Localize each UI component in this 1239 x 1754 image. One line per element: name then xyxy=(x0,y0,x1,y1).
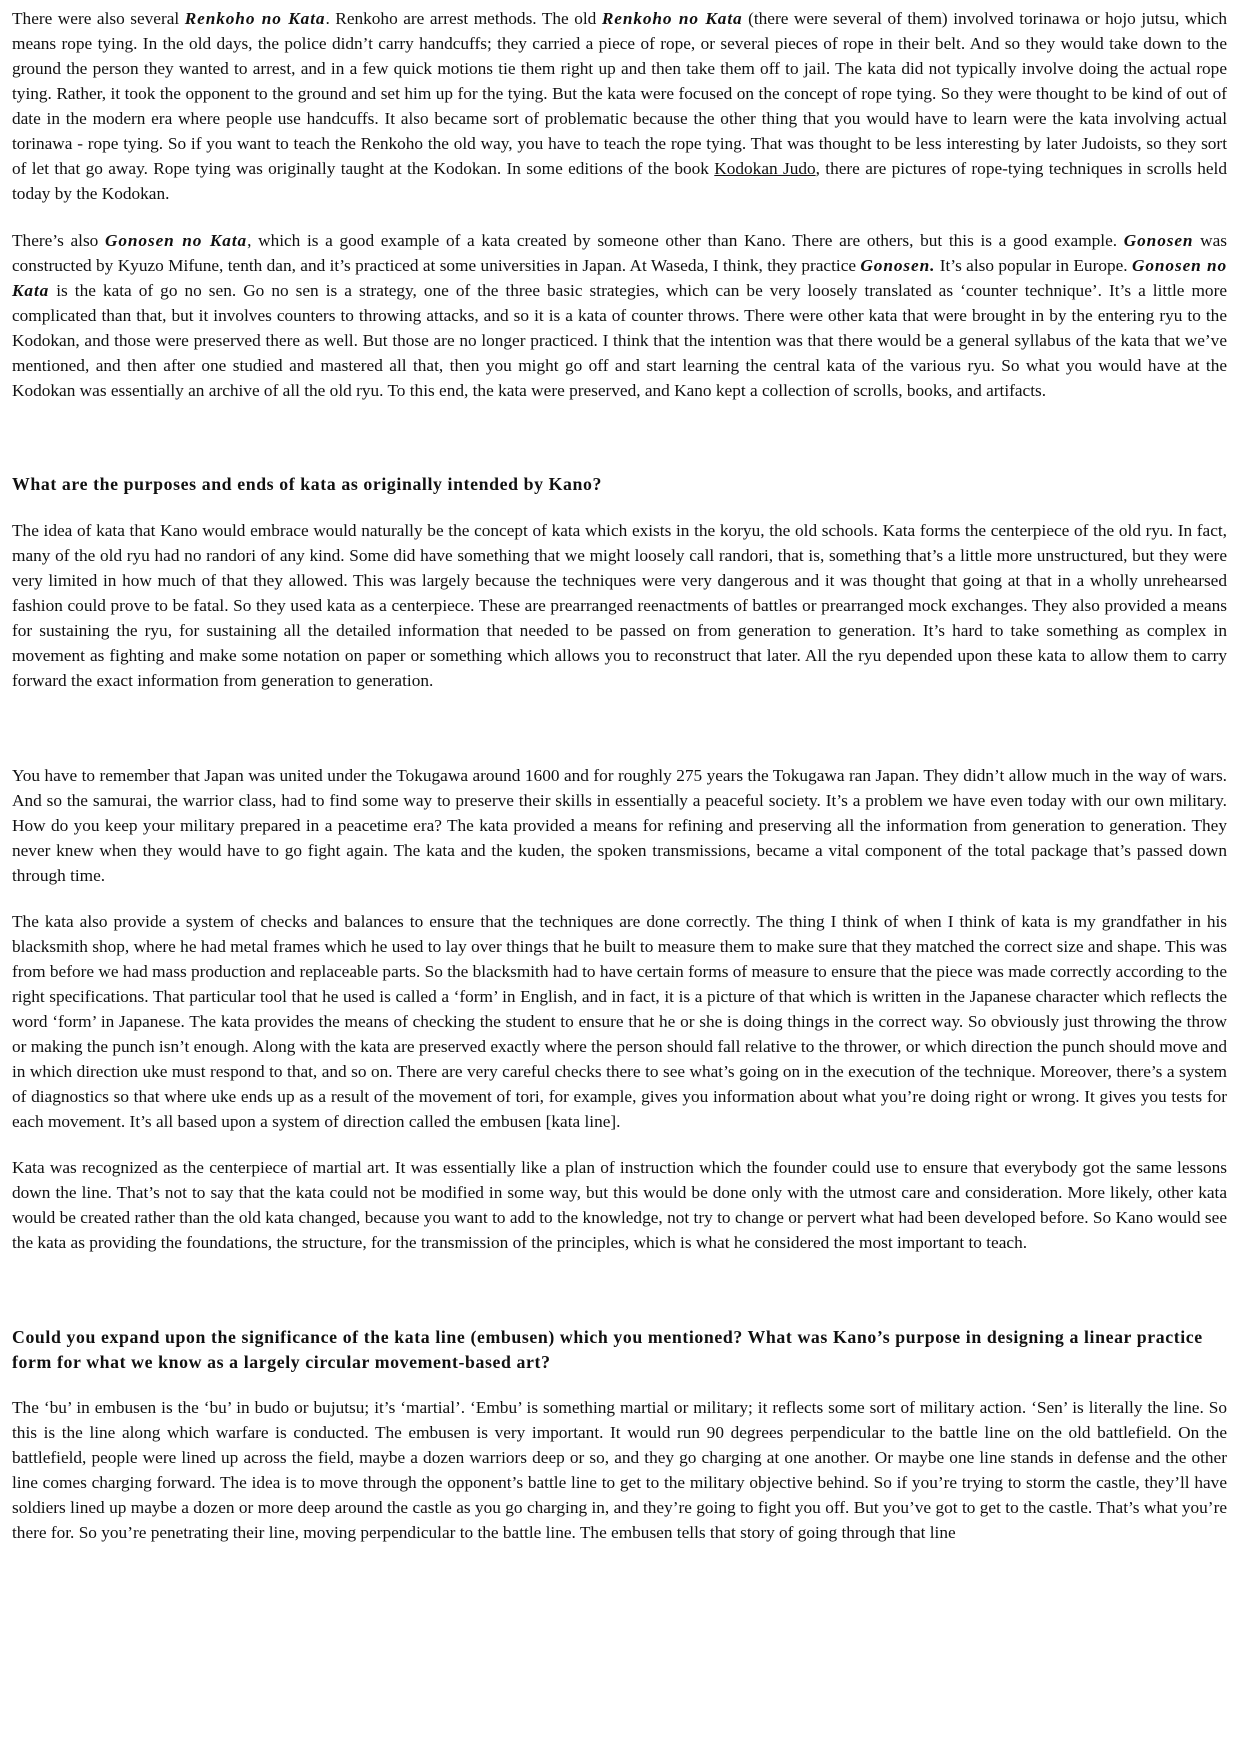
question-purposes-of-kata xyxy=(12,472,1227,497)
kata-name: Renkoho no Kata xyxy=(601,9,743,28)
text-run: . Renkoho are arrest methods. The old xyxy=(325,9,602,28)
book-title: Kodokan Judo xyxy=(714,159,816,178)
paragraph-gonosen xyxy=(12,228,1227,403)
paragraph-renkoho xyxy=(12,6,1227,206)
text-run: The idea of kata that Kano would embrace would naturally be the concept of kata which exists in the koryu, the old schools. Kata forms the centerpiece of the old ryu. In fact, many of the old ryu had no randori of any kind. Some did have something that we might loosely call randori, that is, something that’s a little more unstructured, but they were very limited in how much of that they allowed. This was largely because the techniques were very dangerous and it was thought that going at that in a wholly unrehearsed fashion could prove to be fatal. So they used kata as a centerpiece. These are prearranged reenactments of battles or prearranged mock exchanges. They also provided a means for sustaining the ryu, for sustaining all the detailed information that needed to be passed on from generation to generation. It’s hard to take something as complex in movement as fighting and make some notation on paper or something which allows you to reconstruct that later. All the ryu depended upon these kata to allow them to carry forward the exact information from generation to generation. xyxy=(12,521,1227,690)
text-run: What are the purposes and ends of kata as originally intended by Kano? xyxy=(12,474,603,494)
paragraph-koryu-kata xyxy=(12,518,1227,693)
text-run: There were also several xyxy=(12,9,185,28)
text-run: Kata was recognized as the centerpiece of martial art. It was essentially like a plan of instruction which the founder could use to ensure that everybody got the same lessons down the line. That’s not to say that the kata could not be modified in some way, but this would be done only with the utmost care and consideration. More likely, other kata would be created rather than the old kata changed, because you want to add to the knowledge, not try to change or pervert what had been developed before. So Kano would see the kata as providing the foundations, the structure, for the transmission of the principles, which is what he considered the most important to teach. xyxy=(12,1158,1227,1252)
text-run: (there were several of them) involved torinawa or hojo jutsu, which means rope tying. In the old days, the police didn’t carry handcuffs; they carried a piece of rope, or several pieces of rope in their belt. And so they would take down to the ground the person they wanted to arrest, and in a few quick motions tie them right up and then take them off to jail. The kata did not typically involve doing the actual rope tying. Rather, it took the opponent to the ground and set him up for the tying. But the kata were focused on the concept of rope tying. So they were thought to be kind of out of date in the modern era where people use handcuffs. It also became sort of problematic because the other thing that you would have to learn were the kata involving actual torinawa - rope tying. So if you want to teach the Renkoho the old way, you have to teach the rope tying. That was thought to be less interesting by later Judoists, so they sort of let that go away. Rope tying was originally taught at the Kodokan. In some editions of the book xyxy=(12,9,1228,178)
paragraph-centerpiece xyxy=(12,1155,1227,1255)
kata-name: Renkoho no Kata xyxy=(184,9,326,28)
paragraph-tokugawa xyxy=(12,763,1227,888)
question-embusen xyxy=(12,1325,1227,1375)
text-run: is the kata of go no sen. Go no sen is a strategy, one of the three basic strategies, which can be very loosely translated as ‘counter technique’. It’s a little more complicated than that, but it involves counters to throwing attacks, and so it is a kata of counter throws. There were other kata that were brought in by the entering ryu to the Kodokan, and those were preserved there as well. But those are no longer practiced. I think that the intention was that there would be a general syllabus of the kata that we’ve mentioned, and then after one studied and mastered all that, then you might go off and start learning the central kata of the various ryu. So what you would have at the Kodokan was essentially an archive of all the old ryu. To this end, the kata were preserved, and Kano kept a collection of scrolls, books, and artifacts. xyxy=(12,281,1227,400)
text-run: The ‘bu’ in embusen is the ‘bu’ in budo or bujutsu; it’s ‘martial’. ‘Embu’ is something martial or military; it reflects some sort of military action. ‘Sen’ is literally the line. So this is the line along which warfare is conducted. The embusen is very important. It would run 90 degrees perpendicular to the battle line on the old battlefield. On the battlefield, people were lined up across the field, maybe a dozen warriors deep or so, and they go charging at one another. Or maybe one line stands in defense and the other line comes charging forward. The idea is to move through the opponent’s battle line to get to the military objective behind. So if you’re trying to storm the castle, they’ll have soldiers lined up maybe a dozen or more deep around the castle as you go charging in, and they’re going to fight you off. But you’ve got to get to the castle. That’s what you’re there for. So you’re penetrating their line, moving perpendicular to the battle line. The embusen tells that story of going through that line xyxy=(12,1398,1227,1542)
text-run: You have to remember that Japan was united under the Tokugawa around 1600 and for roughly 275 years the Tokugawa ran Japan. They didn’t allow much in the way of wars. And so the samurai, the warrior class, had to find some way to preserve their skills in essentially a peaceful society. It’s a problem we have even today with our own military. How do you keep your military prepared in a peacetime era? The kata provided a means for refining and preserving all the information from generation to generation. They never knew when they would have to go fight again. The kata and the kuden, the spoken transmissions, became a vital component of the total package that’s passed down through time. xyxy=(12,766,1227,885)
kata-name: Gonosen no Kata xyxy=(12,256,1227,300)
text-run: , there are pictures of rope-tying techniques in scrolls held today by the Kodokan. xyxy=(12,159,1228,203)
kata-name: Gonosen xyxy=(1123,231,1194,250)
text-run: , which is a good example of a kata created by someone other than Kano. There are others, but this is a good example. xyxy=(247,231,1124,250)
text-run: There’s also xyxy=(12,231,105,250)
paragraph-checks-and-balances xyxy=(12,909,1227,1134)
text-run: The kata also provide a system of checks and balances to ensure that the techniques are done correctly. The thing I think of when I think of kata is my grandfather in his blacksmith shop, where he had metal frames which he used to lay over things that he built to measure them to make sure that they matched the correct size and shape. This was from before we had mass production and replaceable parts. So the blacksmith had to have certain forms of measure to ensure that the piece was made correctly according to the right specifications. That particular tool that he used is called a ‘form’ in English, and in fact, it is a picture of that which is written in the Japanese character which reflects the word ‘form’ in Japanese. The kata provides the means of checking the student to ensure that he or she is doing things in the correct way. So obviously just throwing the throw or making the punch isn’t enough. Along with the kata are preserved exactly where the person should fall relative to the thrower, or which direction the punch should move and in which direction uke must respond to that, and so on. There are very careful checks there to see what’s going on in the execution of the technique. Moreover, there’s a system of diagnostics so that where uke ends up as a result of the movement of tori, for example, gives you information about what you’re doing right or wrong. It gives you tests for each movement. It’s all based upon a system of direction called the embusen [kata line]. xyxy=(12,912,1227,1131)
text-run: was constructed by Kyuzo Mifune, tenth dan, and it’s practiced at some universities in Japan. At Waseda, I think, they practice xyxy=(12,231,1227,275)
text-run: It’s also popular in Europe. xyxy=(935,256,1132,275)
text-run: Could you expand upon the significance of the kata line (embusen) which you mentioned? What was Kano’s purpose in designing a linear practice form for what we know as a largely circular movement-based art? xyxy=(12,1327,1203,1372)
paragraph-embusen xyxy=(12,1395,1227,1545)
kata-name: Gonosen. xyxy=(860,256,936,275)
kata-name: Gonosen no Kata xyxy=(105,231,248,250)
